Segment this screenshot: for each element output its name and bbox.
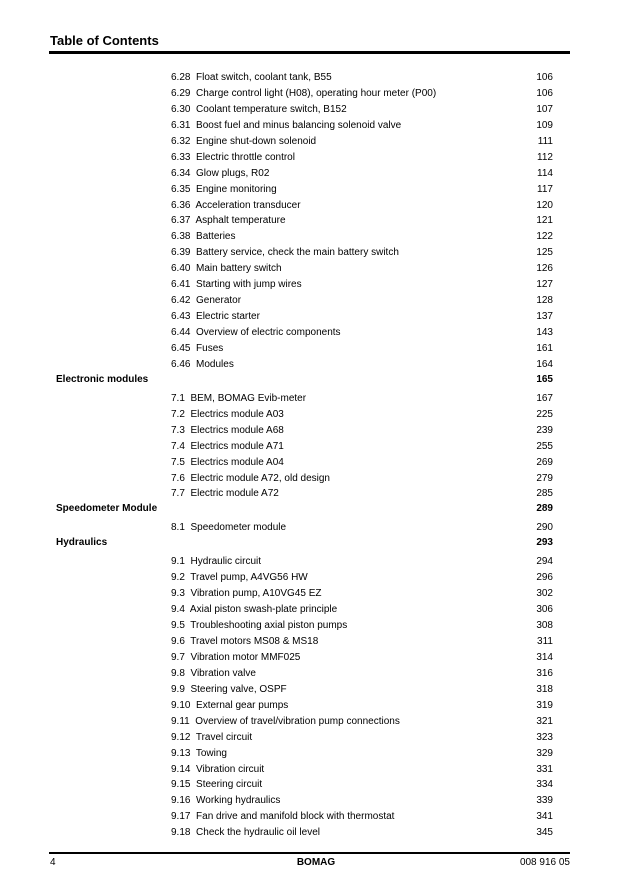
toc-page-number: 126	[536, 263, 553, 275]
footer-doc-number: 008 916 05	[519, 857, 570, 868]
toc-entry[interactable]	[0, 86, 632, 102]
toc-page-number: 120	[536, 199, 553, 211]
toc-page-number: 323	[536, 731, 553, 743]
toc-entry-num: 9.8	[171, 667, 185, 679]
toc-entry-num: 6.39	[171, 247, 191, 259]
toc-page-number: 329	[536, 747, 553, 759]
toc-entry-title: Vibration valve	[190, 667, 256, 679]
toc-entry-num: 9.3	[171, 588, 185, 600]
toc-entry-title: Vibration motor MMF025	[190, 651, 301, 663]
toc-entry-number	[171, 520, 286, 536]
toc-entry-num: 9.1	[171, 556, 185, 568]
toc-entry-title: Working hydraulics	[196, 795, 281, 807]
toc-entry-title: Glow plugs, R02	[196, 167, 270, 179]
toc-entry-number	[171, 570, 308, 586]
toc-entry-number	[171, 650, 300, 666]
toc-page-number: 306	[536, 604, 553, 616]
toc-entry[interactable]	[0, 134, 632, 150]
toc-entry-num: 6.32	[171, 135, 191, 147]
toc-entry[interactable]	[0, 423, 632, 439]
toc-entry-number	[171, 213, 286, 229]
toc-entry-number	[171, 439, 284, 455]
toc-page-number: 121	[536, 215, 553, 227]
toc-entry-title: Engine monitoring	[196, 183, 277, 195]
toc-entry-title: Charge control light (H08), operating hour meter (P00)	[196, 87, 437, 99]
toc-entry-title: Vibration circuit	[196, 763, 265, 775]
toc-page-number: 319	[536, 699, 553, 711]
toc-entry[interactable]	[0, 634, 632, 650]
toc-entry-number	[171, 277, 302, 293]
footer-rule	[49, 852, 570, 854]
toc-entry-number	[171, 666, 256, 682]
toc-entry[interactable]	[0, 293, 632, 309]
toc-page-number: 137	[536, 311, 553, 323]
toc-section-title: Electronic modules	[56, 373, 149, 385]
toc-entry-num: 7.6	[171, 472, 185, 484]
toc-entry-title: Electrics module A03	[190, 408, 284, 420]
toc-entry-title: Electrics module A68	[190, 424, 284, 436]
toc-entry-number	[171, 634, 318, 650]
toc-entry[interactable]	[0, 486, 632, 502]
toc-entry-num: 7.4	[171, 440, 185, 452]
toc-entry-title: Fuses	[196, 342, 224, 354]
toc-entry-num: 6.40	[171, 263, 191, 275]
toc-page-number: 122	[536, 231, 553, 243]
toc-entry[interactable]	[0, 455, 632, 471]
toc-entry[interactable]	[0, 182, 632, 198]
toc-entry-num: 9.15	[171, 779, 191, 791]
toc-entry-num: 7.3	[171, 424, 185, 436]
toc-page-number: 269	[536, 456, 553, 468]
toc-entry-number	[171, 118, 401, 134]
toc-entry[interactable]	[0, 261, 632, 277]
toc-entry[interactable]	[0, 793, 632, 809]
toc-entry-title: Fan drive and manifold block with thermostat	[196, 811, 395, 823]
toc-entry[interactable]	[0, 357, 632, 373]
toc-entry[interactable]	[0, 666, 632, 682]
toc-entry-num: 7.5	[171, 456, 185, 468]
toc-entry-num: 9.4	[171, 604, 185, 616]
toc-entry-num: 6.34	[171, 167, 191, 179]
toc-entry-num: 9.11	[171, 715, 190, 727]
toc-page-number: 165	[536, 373, 553, 385]
toc-entry-num: 6.31	[171, 119, 191, 131]
toc-entry[interactable]	[0, 762, 632, 778]
toc-page-number: 279	[536, 472, 553, 484]
toc-entry[interactable]	[0, 277, 632, 293]
toc-entry-num: 6.30	[171, 103, 191, 115]
toc-entry-number	[171, 293, 241, 309]
toc-entry-num: 6.38	[171, 231, 191, 243]
toc-page-number: 164	[536, 358, 553, 370]
toc-entry-title: Acceleration transducer	[195, 199, 301, 211]
toc-entry[interactable]	[0, 618, 632, 634]
toc-page-number: 239	[536, 424, 553, 436]
toc-page-number: 112	[537, 151, 553, 163]
toc-page-number: 341	[536, 811, 553, 823]
toc-entry-number	[171, 325, 341, 341]
toc-entry-title: Travel pump, A4VG56 HW	[190, 572, 308, 584]
toc-entry[interactable]	[0, 586, 632, 602]
toc-entry[interactable]	[0, 150, 632, 166]
toc-page-number: 161	[536, 342, 553, 354]
toc-entry-num: 6.28	[171, 72, 191, 83]
toc-entry-num: 9.13	[171, 747, 191, 759]
footer-page-number: 4	[50, 857, 56, 868]
toc-entry-title: Steering valve, OSPF	[190, 683, 287, 695]
toc-page-number: 143	[536, 327, 553, 338]
toc-entry-title: Engine shut-down solenoid	[196, 135, 317, 147]
toc-page-number: 334	[536, 779, 553, 791]
toc-entry-number	[171, 166, 269, 182]
toc-entry[interactable]	[0, 391, 632, 407]
toc-entry-title: Electrics module A71	[190, 440, 284, 452]
toc-entry-num: 9.9	[171, 683, 185, 695]
toc-page-number: 296	[536, 572, 553, 584]
toc-page-number: 289	[536, 503, 553, 515]
toc-entry-num: 6.43	[171, 311, 191, 323]
toc-entry-number	[171, 714, 400, 730]
toc-entry-num: 9.5	[171, 620, 185, 632]
toc-entry-num: 8.1	[171, 522, 185, 534]
toc-entry-title: Overview of travel/vibration pump connections	[195, 715, 400, 727]
toc-entry-number	[171, 618, 347, 634]
toc-entry-title: Battery service, check the main battery switch	[196, 247, 399, 259]
toc-page-number: 128	[536, 295, 553, 307]
toc-page-number: 290	[536, 522, 553, 534]
toc-entry-title: BEM, BOMAG Evib-meter	[190, 392, 307, 404]
toc-entry-num: 6.36	[171, 199, 191, 211]
toc-entry[interactable]	[0, 118, 632, 134]
toc-entry-number	[171, 554, 261, 570]
toc-entry-title: Electrics module A04	[190, 456, 284, 468]
toc-section-title: Speedometer Module	[56, 503, 158, 515]
toc-entry[interactable]	[0, 554, 632, 570]
toc-entry-title: Electric throttle control	[196, 151, 295, 163]
toc-page-number: 318	[536, 683, 553, 695]
toc-entry[interactable]	[0, 70, 632, 86]
toc-entry-number	[171, 341, 223, 357]
toc-entry-number	[171, 261, 282, 277]
toc-entry[interactable]	[0, 825, 632, 841]
toc-entry-number	[171, 809, 394, 825]
toc-entry-num: 9.6	[171, 636, 185, 647]
toc-entry-number	[171, 730, 252, 746]
toc-entry[interactable]	[0, 229, 632, 245]
toc-entry[interactable]	[0, 698, 632, 714]
toc-entry-num: 6.29	[171, 87, 191, 99]
toc-page-number: 111	[537, 135, 553, 147]
toc-entry-title: Travel circuit	[195, 731, 253, 743]
toc-entry-title: Starting with jump wires	[196, 279, 302, 291]
toc-entry[interactable]	[0, 439, 632, 455]
toc-entry-num: 7.1	[171, 392, 185, 404]
toc-section-heading[interactable]	[0, 536, 632, 554]
toc-page-number: 339	[536, 795, 553, 807]
toc-page-number: 293	[536, 537, 553, 549]
toc-entry-number	[171, 423, 284, 439]
toc-entry-number	[171, 245, 399, 261]
toc-entry-title: Generator	[196, 295, 242, 307]
toc-page-number: 167	[536, 392, 553, 404]
toc-entry[interactable]	[0, 102, 632, 118]
toc-entry-number	[171, 746, 227, 762]
toc-entry-title: Troubleshooting axial piston pumps	[190, 620, 348, 632]
toc-entry-title: Axial piston swash-plate principle	[189, 604, 338, 616]
toc-entry-title: Coolant temperature switch, B152	[196, 103, 347, 115]
toc-entry[interactable]	[0, 309, 632, 325]
toc-entry-number	[171, 486, 279, 502]
toc-entry[interactable]	[0, 198, 632, 214]
toc-entry-num: 9.2	[171, 572, 185, 584]
toc-entry-number	[171, 407, 284, 423]
toc-page-number: 345	[536, 827, 553, 839]
toc-entry-number	[171, 102, 347, 118]
toc-page-number: 117	[537, 183, 553, 195]
toc-entry[interactable]	[0, 602, 632, 618]
toc-entry-number	[171, 586, 321, 602]
toc-entry-number	[171, 198, 301, 214]
toc-entry[interactable]	[0, 682, 632, 698]
toc-entry-title: Check the hydraulic oil level	[196, 827, 320, 839]
toc-entry-title: Boost fuel and minus balancing solenoid valve	[196, 119, 402, 131]
toc-entry-num: 6.41	[171, 279, 191, 291]
toc-entry-num: 9.7	[171, 651, 185, 663]
toc-entry[interactable]	[0, 730, 632, 746]
toc-page-number: 285	[536, 488, 553, 500]
toc-entry-number	[171, 698, 288, 714]
page-title: Table of Contents	[50, 33, 159, 48]
toc-page-number: 316	[536, 667, 553, 679]
toc-entry-num: 6.44	[171, 327, 191, 338]
toc-entry-num: 6.33	[171, 151, 191, 163]
toc-page-number: 294	[536, 556, 553, 568]
toc-entry-number	[171, 70, 332, 86]
toc-section-title: Hydraulics	[56, 537, 108, 549]
toc-entry-number	[171, 793, 280, 809]
toc-section-heading[interactable]	[0, 502, 632, 520]
toc-entry-title: Travel motors MS08 & MS18	[190, 636, 319, 647]
toc-entry[interactable]	[0, 245, 632, 261]
toc-entry-title: Overview of electric components	[196, 327, 341, 338]
toc-entry-number	[171, 229, 236, 245]
toc-entry-number	[171, 825, 320, 841]
toc-page-number: 106	[536, 87, 553, 99]
toc-entry-num: 9.12	[171, 731, 191, 743]
toc-page-number: 125	[536, 247, 553, 259]
toc-entry[interactable]	[0, 325, 632, 341]
toc-entry-num: 9.10	[171, 699, 191, 711]
toc-entry-title: Towing	[195, 747, 227, 759]
toc-page-number: 106	[536, 72, 553, 83]
toc-entry[interactable]	[0, 166, 632, 182]
toc-entry[interactable]	[0, 746, 632, 762]
toc-entry-number	[171, 682, 287, 698]
toc-entry-number	[171, 134, 316, 150]
toc-page-number: 302	[536, 588, 553, 600]
toc-page-number: 255	[536, 440, 553, 452]
toc-entry-number	[171, 777, 262, 793]
table-of-contents	[0, 70, 632, 841]
toc-entry[interactable]	[0, 471, 632, 487]
toc-entry-num: 6.37	[171, 215, 191, 227]
toc-entry[interactable]	[0, 714, 632, 730]
toc-entry-title: Batteries	[196, 231, 236, 243]
toc-entry-num: 9.14	[171, 763, 191, 775]
toc-page-number: 114	[537, 167, 553, 179]
toc-entry-number	[171, 150, 295, 166]
toc-entry-num: 7.2	[171, 408, 185, 420]
toc-page-number: 107	[536, 103, 553, 115]
toc-page-number: 331	[536, 763, 553, 775]
toc-entry[interactable]	[0, 407, 632, 423]
toc-entry-title: Electric starter	[196, 311, 260, 323]
toc-page-number: 109	[536, 119, 553, 131]
header-rule	[49, 51, 570, 54]
toc-entry[interactable]	[0, 650, 632, 666]
toc-entry-title: Electric module A72, old design	[190, 472, 330, 484]
toc-entry-title: Asphalt temperature	[195, 215, 286, 227]
toc-entry-number	[171, 391, 306, 407]
toc-page-number: 127	[536, 279, 553, 291]
toc-entry-title: Main battery switch	[196, 263, 282, 275]
toc-entry-num: 9.18	[171, 827, 191, 839]
toc-entry[interactable]	[0, 570, 632, 586]
toc-entry-title: Steering circuit	[196, 779, 263, 791]
toc-entry[interactable]	[0, 341, 632, 357]
toc-entry-title: Hydraulic circuit	[190, 556, 262, 568]
toc-entry-number	[171, 357, 234, 373]
toc-entry[interactable]	[0, 213, 632, 229]
toc-entry-number	[171, 182, 277, 198]
toc-entry-title: Speedometer module	[190, 522, 287, 534]
toc-entry-title: Modules	[196, 358, 234, 370]
toc-entry-number	[171, 455, 284, 471]
toc-entry-num: 6.46	[171, 358, 191, 370]
toc-section-heading[interactable]	[0, 373, 632, 391]
toc-entry-title: External gear pumps	[196, 699, 289, 711]
toc-entry-num: 9.17	[171, 811, 191, 823]
toc-entry[interactable]	[0, 809, 632, 825]
toc-page-number: 314	[536, 651, 553, 663]
toc-entry-number	[171, 602, 337, 618]
toc-entry[interactable]	[0, 777, 632, 793]
toc-page-number: 311	[537, 636, 553, 647]
toc-entry-number	[171, 762, 264, 778]
footer-brand: BOMAG	[296, 857, 336, 868]
toc-entry-num: 7.7	[171, 488, 185, 500]
toc-entry-num: 9.16	[171, 795, 191, 807]
toc-entry-title: Electric module A72	[190, 488, 279, 500]
toc-page-number: 225	[536, 408, 553, 420]
toc-entry[interactable]	[0, 520, 632, 536]
toc-entry-title: Float switch, coolant tank, B55	[196, 72, 332, 83]
toc-page-number: 308	[536, 620, 553, 632]
toc-entry-number	[171, 309, 260, 325]
toc-entry-number	[171, 86, 436, 102]
toc-entry-num: 6.45	[171, 342, 191, 354]
toc-entry-num: 6.35	[171, 183, 191, 195]
toc-entry-num: 6.42	[171, 295, 191, 307]
toc-entry-number	[171, 471, 330, 487]
toc-entry-title: Vibration pump, A10VG45 EZ	[190, 588, 322, 600]
toc-page-number: 321	[536, 715, 553, 727]
